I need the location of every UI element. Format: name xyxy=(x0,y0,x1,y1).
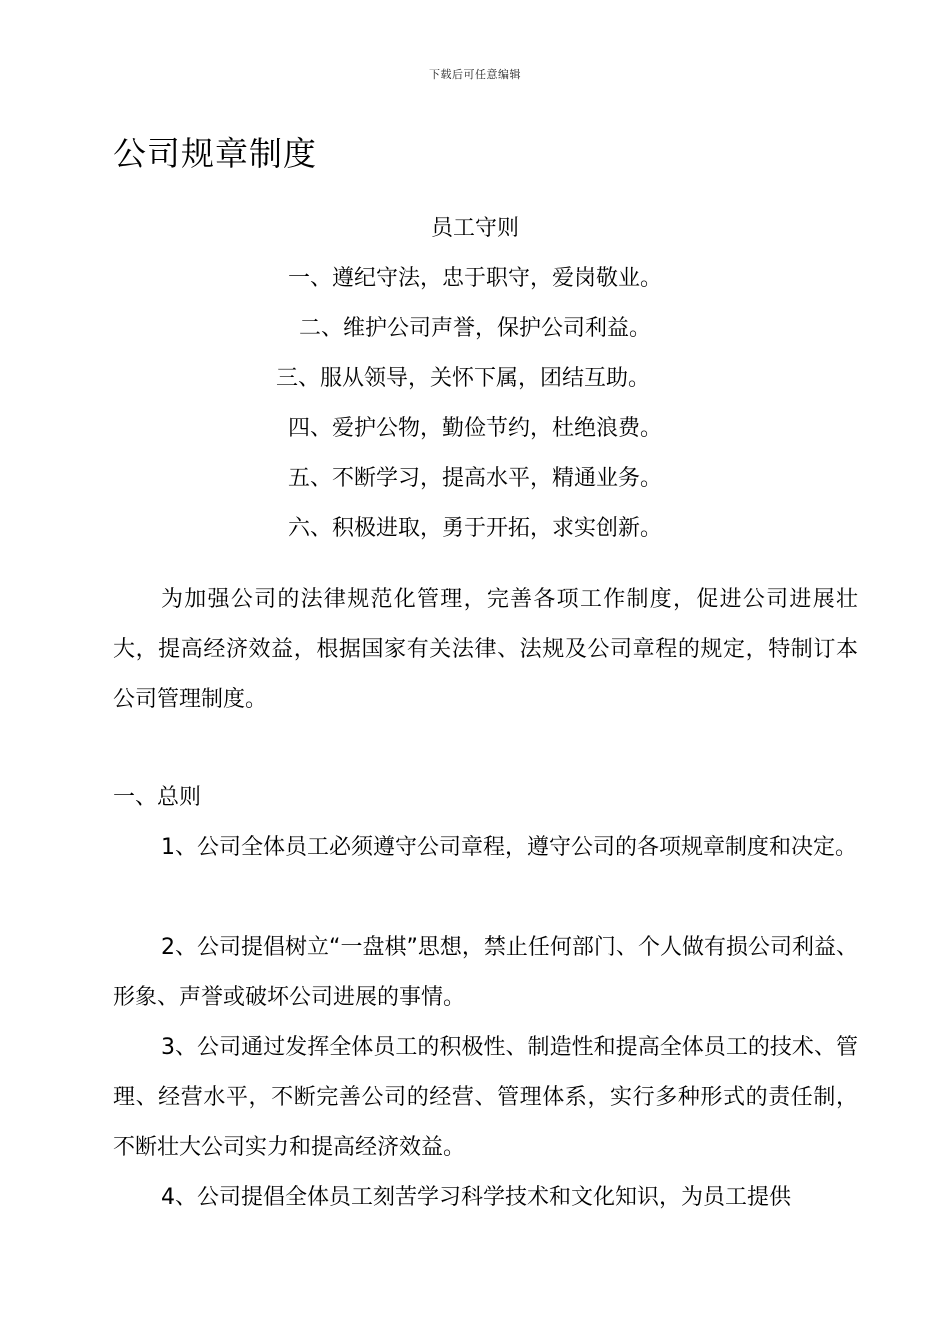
conduct-item-5: 五、不断学习，提高水平，精通业务。 xyxy=(287,466,662,491)
conduct-item-1: 一、遵纪守法，忠于职守，爱岗敬业。 xyxy=(287,266,662,291)
document-title: 公司规章制度 xyxy=(113,134,317,173)
conduct-item-6: 六、积极进取，勇于开拓，求实创新。 xyxy=(287,516,662,541)
intro-paragraph: 为加强公司的法律规范化管理，完善各项工作制度，促进公司进展壮大，提高经济效益，根据国家有关法律、法规及公司章程的规定，特制订本公司管理制度。 xyxy=(113,587,858,712)
general-clause-2: 2、公司提倡树立“一盘棋”思想，禁止任何部门、个人做有损公司利益、形象、声誉或破坏公司进展的事情。 xyxy=(113,935,858,1010)
conduct-item-2: 二、维护公司声誉，保护公司利益。 xyxy=(298,316,651,341)
conduct-item-4: 四、爱护公物，勤俭节约，杜绝浪费。 xyxy=(287,416,662,441)
section-general-heading: 一、总则 xyxy=(113,785,202,810)
code-of-conduct-heading: 员工守则 xyxy=(430,216,519,241)
general-clause-4: 4、公司提倡全体员工刻苦学习科学技术和文化知识，为员工提供 xyxy=(161,1185,791,1210)
general-clause-3: 3、公司通过发挥全体员工的积极性、制造性和提高全体员工的技术、管理、经营水平，不断完善公司的经营、管理体系，实行多种形式的责任制，不断壮大公司实力和提高经济效益。 xyxy=(113,1035,858,1160)
conduct-item-3: 三、服从领导，关怀下属，团结互助。 xyxy=(275,366,650,391)
header-note: 下载后可任意编辑 xyxy=(429,68,521,81)
general-clause-1: 1、公司全体员工必须遵守公司章程，遵守公司的各项规章制度和决定。 xyxy=(161,835,857,860)
